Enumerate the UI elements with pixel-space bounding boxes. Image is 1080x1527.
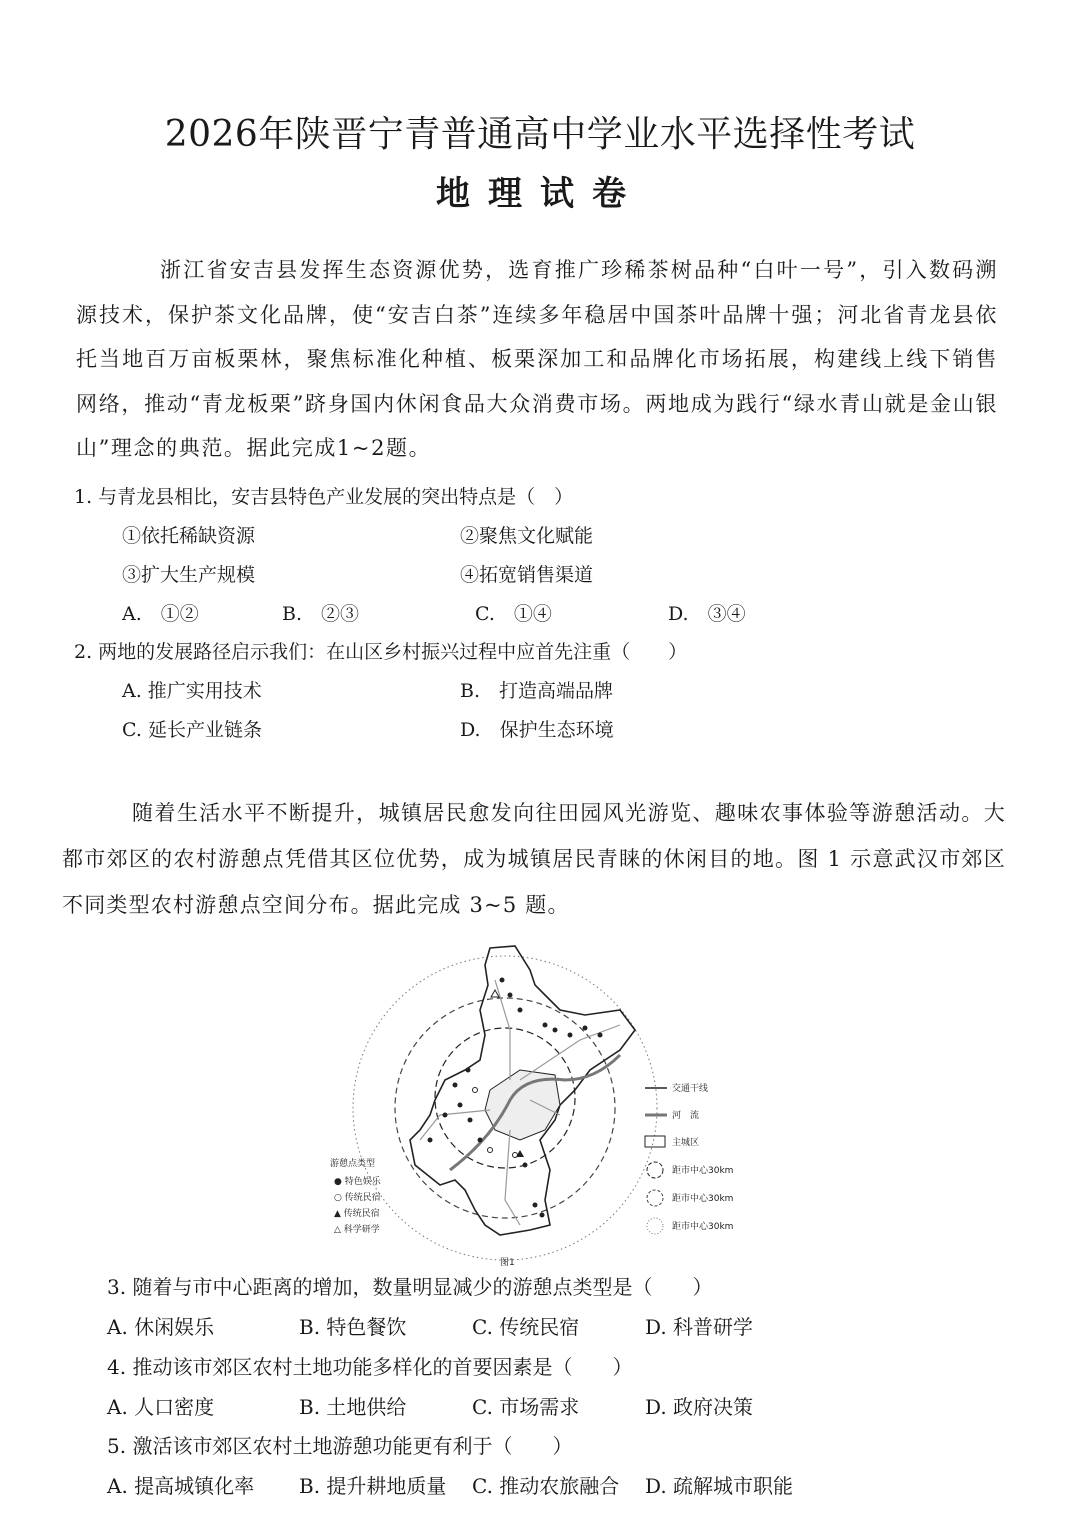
exam-title: 2026年陕晋宁青普通高中学业水平选择性考试 xyxy=(164,114,916,155)
q3-option-c: C. 传统民宿 xyxy=(472,1315,580,1339)
q1-option-c: C. ①④ xyxy=(475,603,552,625)
legend-right-2: 河 流 xyxy=(672,1111,700,1121)
legend-left-2: ○ 传统民宿 xyxy=(334,1193,381,1203)
q4-option-c: C. 市场需求 xyxy=(472,1395,580,1419)
q5-option-a: A. 提高城镇化率 xyxy=(107,1474,255,1498)
q1-item-4: ④拓宽销售渠道 xyxy=(460,564,594,586)
q2-stem: 2. 两地的发展路径启示我们：在山区乡村振兴过程中应首先注重（ ） xyxy=(74,641,688,663)
legend-right-1: 交通干线 xyxy=(672,1084,709,1094)
q1-item-1: ①依托稀缺资源 xyxy=(122,525,256,547)
q3-option-a: A. 休闲娱乐 xyxy=(107,1315,215,1339)
figure-1-map xyxy=(320,940,750,1270)
legend-left-title: 游憩点类型 xyxy=(330,1159,376,1169)
q4-option-b: B. 土地供给 xyxy=(299,1395,407,1419)
q1-item-3: ③扩大生产规模 xyxy=(122,564,256,586)
q2-option-c: C. 延长产业链条 xyxy=(122,719,262,741)
q2-option-b: B. 打造高端品牌 xyxy=(460,680,614,702)
q2-option-a: A. 推广实用技术 xyxy=(122,680,262,702)
q1-item-2: ②聚焦文化赋能 xyxy=(460,525,594,547)
q1-option-a: A. ①② xyxy=(122,603,199,625)
legend-left-1: ● 特色娱乐 xyxy=(334,1177,381,1187)
q4-option-a: A. 人口密度 xyxy=(107,1395,215,1419)
q1-option-b: B. ②③ xyxy=(282,603,360,625)
q5-stem: 5. 激活该市郊区农村土地游憩功能更有利于（ ） xyxy=(107,1434,573,1458)
passage-1: 浙江省安吉县发挥生态资源优势，选育推广珍稀茶树品种“白叶一号”，引入数码溯源技术，保护茶文化品牌，使“安吉白茶”连续多年稳居中国茶叶品牌十强；河北省青龙县依托当地百万亩板栗林，聚焦标准化种植、板栗深加工和品牌化市场拓展，构建线上线下销售网络，推动“青龙板栗”跻身国内休闲食品大众消费市场。两地成为践行“绿水青山就是金山银山”理念的典范。据此完成1~2题。 xyxy=(76,258,998,460)
q1-option-d: D. ③④ xyxy=(668,603,746,625)
q5-option-b: B. 提升耕地质量 xyxy=(299,1474,447,1498)
q3-stem: 3. 随着与市中心距离的增加，数量明显减少的游憩点类型是（ ） xyxy=(107,1275,713,1299)
q5-option-c: C. 推动农旅融合 xyxy=(472,1474,620,1498)
q5-option-d: D. 疏解城市职能 xyxy=(645,1474,794,1498)
legend-right-6: 距市中心30km xyxy=(672,1222,734,1232)
legend-right-4: 距市中心30km xyxy=(672,1166,734,1176)
legend-right-5: 距市中心30km xyxy=(672,1194,734,1204)
q1-stem: 1. 与青龙县相比，安吉县特色产业发展的突出特点是（ ） xyxy=(74,486,574,508)
q2-option-d: D. 保护生态环境 xyxy=(460,719,614,741)
q4-stem: 4. 推动该市郊区农村土地功能多样化的首要因素是（ ） xyxy=(107,1355,633,1379)
q3-option-d: D. 科普研学 xyxy=(645,1315,754,1339)
figure-caption: 图1 xyxy=(500,1258,515,1268)
legend-right-3: 主城区 xyxy=(672,1138,700,1148)
legend-left-3: ▲ 传统民宿 xyxy=(334,1209,380,1219)
legend-left-4: △ 科学研学 xyxy=(334,1225,380,1235)
subject-title: 地理试卷 xyxy=(436,174,644,214)
q3-option-b: B. 特色餐饮 xyxy=(299,1315,407,1339)
passage-2: 随着生活水平不断提升，城镇居民愈发向往田园风光游览、趣味农事体验等游憩活动。大都市郊区的农村游憩点凭借其区位优势，成为城镇居民青睐的休闲目的地。图 1 示意武汉市郊区不同类型农村游憩点空间分布。据此完成 3~5 题。 xyxy=(62,801,1006,917)
q4-option-d: D. 政府决策 xyxy=(645,1395,754,1419)
